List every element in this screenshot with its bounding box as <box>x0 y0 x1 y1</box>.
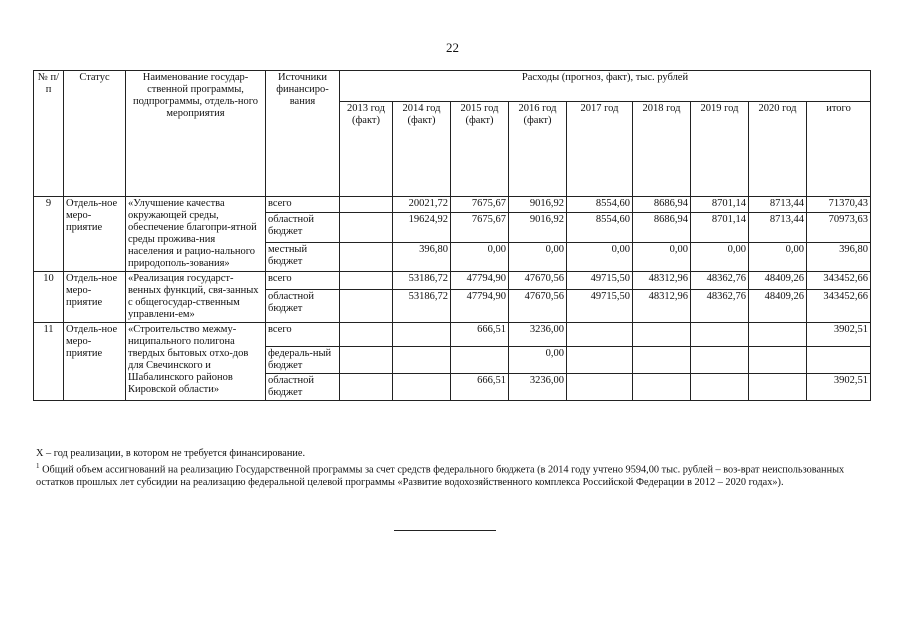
value-cell <box>393 374 451 401</box>
header-year-6: 2019 год <box>691 102 749 197</box>
value-cell: 8686,94 <box>633 197 691 213</box>
header-expenses: Расходы (прогноз, факт), тыс. рублей <box>340 71 871 102</box>
footnote <box>36 460 876 489</box>
value-cell: 48409,26 <box>749 290 807 323</box>
value-cell: 49715,50 <box>567 272 633 290</box>
value-cell: 20021,72 <box>393 197 451 213</box>
value-cell <box>749 323 807 347</box>
value-cell: 48312,96 <box>633 290 691 323</box>
x-note: X – год реализации, в котором не требуется финансирование. <box>36 448 306 459</box>
header-num: № п/п <box>34 71 64 197</box>
value-cell: 8686,94 <box>633 213 691 242</box>
value-cell: 343452,66 <box>807 290 871 323</box>
value-cell <box>807 347 871 374</box>
table-row <box>34 197 871 213</box>
row-num: 9 <box>34 197 64 272</box>
value-cell: 3902,51 <box>807 374 871 401</box>
value-cell: 3236,00 <box>509 374 567 401</box>
value-cell: 666,51 <box>451 374 509 401</box>
header-year-0: 2013 год (факт) <box>340 102 393 197</box>
footnote-mark: 1 <box>36 462 40 470</box>
header-year-4: 2017 год <box>567 102 633 197</box>
value-cell <box>691 374 749 401</box>
value-cell <box>340 374 393 401</box>
value-cell: 3902,51 <box>807 323 871 347</box>
value-cell: 0,00 <box>509 347 567 374</box>
value-cell <box>567 323 633 347</box>
value-cell <box>633 347 691 374</box>
header-year-2: 2015 год (факт) <box>451 102 509 197</box>
header-status: Статус <box>64 71 126 197</box>
value-cell <box>567 347 633 374</box>
value-cell: 71370,43 <box>807 197 871 213</box>
header-year-5: 2018 год <box>633 102 691 197</box>
value-cell <box>691 323 749 347</box>
value-cell: 49715,50 <box>567 290 633 323</box>
value-cell: 9016,92 <box>509 197 567 213</box>
value-cell: 0,00 <box>749 242 807 271</box>
value-cell <box>340 347 393 374</box>
value-cell <box>749 347 807 374</box>
value-cell: 8554,60 <box>567 213 633 242</box>
row-source: всего <box>266 272 340 290</box>
row-name: «Улучшение качества окружающей среды, обеспечение благопри-ятной среды прожива-ния населения и рацио-нального природополь-зования» <box>126 197 266 272</box>
value-cell <box>749 374 807 401</box>
row-source: местный бюджет <box>266 242 340 271</box>
header-year-3: 2016 год (факт) <box>509 102 567 197</box>
footnote-text: Общий объем ассигнований на реализацию Государственной программы за счет средств федерального бюджета (в 2014 году учтено 9594,00 тыс. рублей – воз-врат неиспользованных остатков прошлых лет субсидии на реализацию федеральной целевой программы «Развитие водохозяйственного комплекса Российской Федерации в 2012 – 2020 годах»). <box>36 464 845 489</box>
value-cell: 9016,92 <box>509 213 567 242</box>
value-cell: 53186,72 <box>393 290 451 323</box>
row-source: областной бюджет <box>266 290 340 323</box>
budget-table <box>33 70 871 401</box>
value-cell <box>340 242 393 271</box>
value-cell <box>340 290 393 323</box>
separator-line <box>394 530 496 531</box>
value-cell: 7675,67 <box>451 197 509 213</box>
value-cell: 8554,60 <box>567 197 633 213</box>
value-cell: 343452,66 <box>807 272 871 290</box>
value-cell: 48362,76 <box>691 272 749 290</box>
value-cell: 0,00 <box>633 242 691 271</box>
value-cell <box>340 213 393 242</box>
notes <box>36 447 876 489</box>
value-cell <box>633 374 691 401</box>
header-year-8: итого <box>807 102 871 197</box>
value-cell: 396,80 <box>393 242 451 271</box>
value-cell: 47670,56 <box>509 272 567 290</box>
row-source: областной бюджет <box>266 213 340 242</box>
value-cell: 48312,96 <box>633 272 691 290</box>
value-cell <box>393 347 451 374</box>
value-cell <box>340 197 393 213</box>
row-name: «Строительство межму-ниципального полигона твердых бытовых отхо-дов для Свечинского и Шабалинского районов Кировской области» <box>126 323 266 401</box>
row-status: Отдель-ное меро-приятие <box>64 272 126 323</box>
row-source: всего <box>266 323 340 347</box>
value-cell <box>340 323 393 347</box>
row-status: Отдель-ное меро-приятие <box>64 197 126 272</box>
header-year-1: 2014 год (факт) <box>393 102 451 197</box>
value-cell: 666,51 <box>451 323 509 347</box>
table-row <box>34 272 871 290</box>
value-cell: 48362,76 <box>691 290 749 323</box>
value-cell: 0,00 <box>567 242 633 271</box>
value-cell: 48409,26 <box>749 272 807 290</box>
row-name: «Реализация государст-венных функций, свя-занных с общегосудар-ственным управлени-ем» <box>126 272 266 323</box>
value-cell: 8701,14 <box>691 197 749 213</box>
value-cell: 47670,56 <box>509 290 567 323</box>
row-source: всего <box>266 197 340 213</box>
row-status: Отдель-ное меро-приятие <box>64 323 126 401</box>
row-num: 10 <box>34 272 64 323</box>
value-cell: 0,00 <box>691 242 749 271</box>
value-cell: 70973,63 <box>807 213 871 242</box>
value-cell <box>340 272 393 290</box>
value-cell: 8713,44 <box>749 197 807 213</box>
value-cell <box>451 347 509 374</box>
value-cell: 47794,90 <box>451 290 509 323</box>
row-num: 11 <box>34 323 64 401</box>
value-cell: 53186,72 <box>393 272 451 290</box>
value-cell <box>393 323 451 347</box>
header-source: Источники финансиро-вания <box>266 71 340 197</box>
value-cell: 8701,14 <box>691 213 749 242</box>
header-name: Наименование государ-ственной программы, подпрограммы, отдель-ного мероприятия <box>126 71 266 197</box>
value-cell: 3236,00 <box>509 323 567 347</box>
value-cell: 19624,92 <box>393 213 451 242</box>
value-cell: 47794,90 <box>451 272 509 290</box>
page-number: 22 <box>446 40 459 55</box>
value-cell <box>691 347 749 374</box>
value-cell: 7675,67 <box>451 213 509 242</box>
row-source: федераль-ный бюджет <box>266 347 340 374</box>
value-cell: 0,00 <box>509 242 567 271</box>
table-header <box>34 71 871 197</box>
header-year-7: 2020 год <box>749 102 807 197</box>
value-cell <box>633 323 691 347</box>
table-row <box>34 323 871 347</box>
value-cell <box>567 374 633 401</box>
row-source: областной бюджет <box>266 374 340 401</box>
table-body <box>34 197 871 401</box>
value-cell: 8713,44 <box>749 213 807 242</box>
value-cell: 0,00 <box>451 242 509 271</box>
value-cell: 396,80 <box>807 242 871 271</box>
